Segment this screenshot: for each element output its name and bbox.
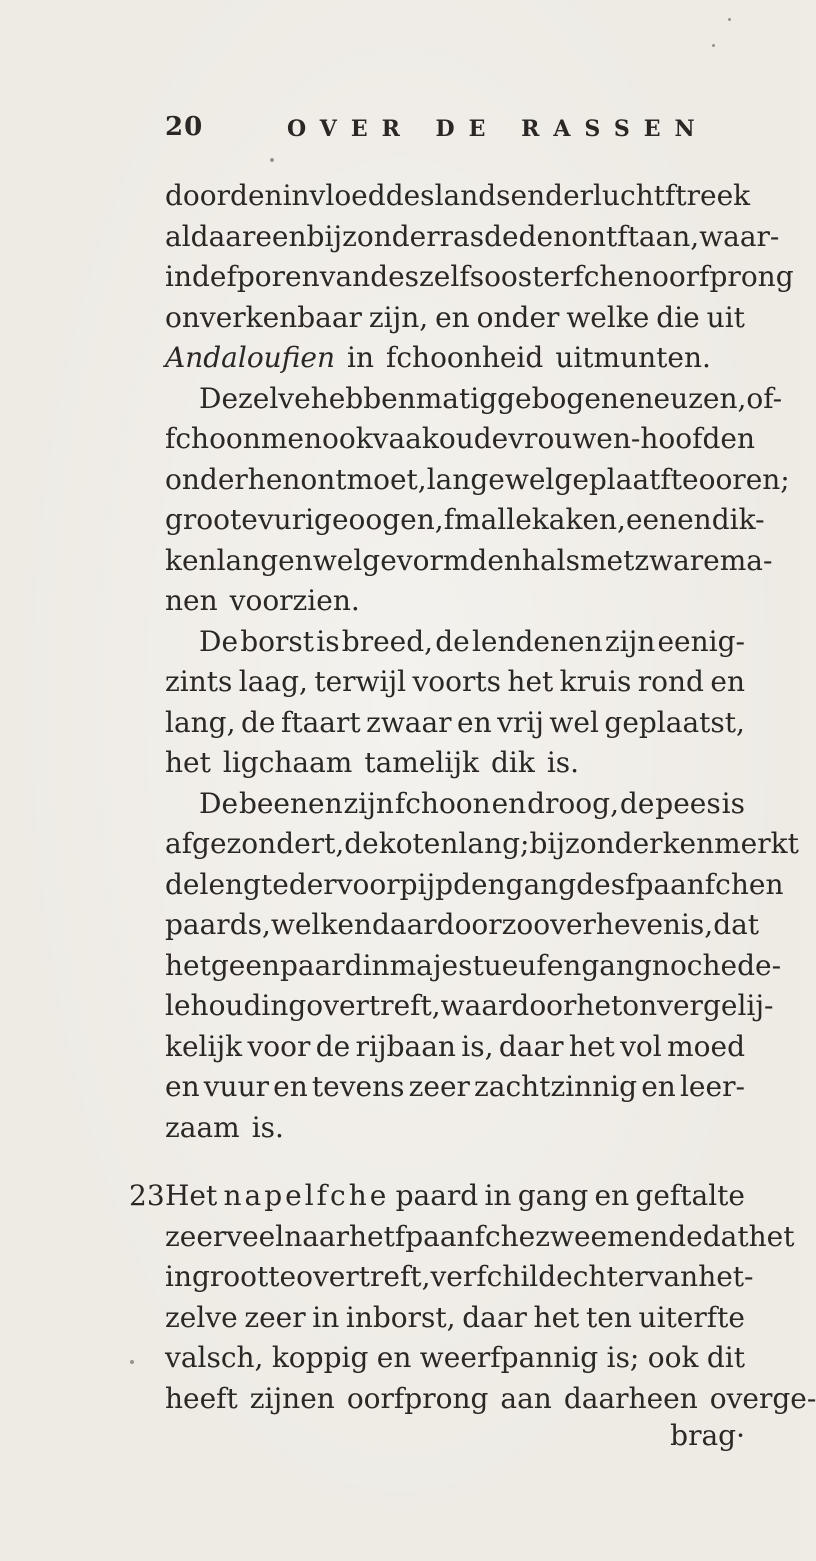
text-line: in de fporen van deszelfs oosterfchen oorfprong <box>165 260 794 293</box>
text-line: zelve zeer in inborst, daar het ten uiterfte <box>165 1300 745 1334</box>
text-line: nen voorzien. <box>165 584 360 617</box>
text-line: en vuur en tevens zeer zachtzinnig en leer- <box>165 1070 745 1103</box>
text-line: kelijk voor de rijbaan is, daar het vol moed <box>165 1029 745 1063</box>
text-line: het ligchaam tamelijk dik is. <box>165 746 580 779</box>
text-line: de lengte der voorpijp den gang des fpaanfchen <box>165 867 784 901</box>
text-line: onverkenbaar zijn, en onder welke die uit <box>165 300 745 334</box>
text-line: De beenen zijn fchoon en droog, de pees is <box>199 786 745 820</box>
page-number: 20 <box>165 112 204 142</box>
text-line: valsch, koppig en weerfpannig is; ook dit <box>165 1341 745 1374</box>
text-line: ken langen welgevormden hals met zware ma- <box>165 543 773 577</box>
catchword: brag· <box>670 1419 745 1452</box>
text-line: heeft zijnen oorfprong aan daarheen overge- <box>165 1381 816 1415</box>
text-line: paards, welken daardoor zoo verheven is, dat <box>165 908 760 941</box>
paper-speck <box>130 1360 134 1364</box>
text-line: fchoon men ook vaak oude vrouwen-hoofden <box>165 422 755 455</box>
section-number: 23 <box>129 1179 165 1212</box>
paper-speck <box>728 18 731 21</box>
text-line: in grootte overtreft, verfchild echter van het- <box>165 1260 754 1293</box>
text-line: door den invloed des lands en der luchtftreek <box>165 179 751 212</box>
text-line: zaam is. <box>165 1110 284 1144</box>
text-line: groote vurige oogen, fmalle kaken, eenen dik- <box>165 503 765 536</box>
text-line: zeer veel naar het fpaanfche zweemende dat het <box>165 1219 795 1253</box>
text-line: 23 Het napelfche paard in gang en geftalte <box>165 1176 745 1217</box>
text-line: aldaar een bijzonder ras deden ontftaan, waar- <box>165 219 780 253</box>
text-line: afgezondert, de koten lang; bijzonder kenmerkt <box>165 827 799 860</box>
text-line: Andaloufien in fchoonheid uitmunten. <box>165 341 711 374</box>
text-line: le houding overtreft, waardoor het onvergelij- <box>165 989 774 1022</box>
section-gap <box>165 1148 745 1176</box>
running-title: OVER DE RASSEN <box>287 116 709 142</box>
text-line: het geen paard in majestueufen gang noch ede- <box>165 948 782 982</box>
body-text <box>129 176 816 1459</box>
text-line: lang, de ftaart zwaar en vrij wel geplaatst, <box>165 705 745 739</box>
page-header <box>165 112 765 152</box>
text-line: onder hen ontmoet, lange wel geplaatfte ooren; <box>165 462 790 496</box>
text-line: Dezelve hebben matig gebogene neuzen, of- <box>199 381 783 415</box>
text-line: zints laag, terwijl voorts het kruis rond en <box>165 665 745 698</box>
paper-speck <box>270 158 274 162</box>
paper-speck <box>712 44 715 47</box>
text-line: De borst is breed, de lendenen zijn eenig- <box>199 624 745 658</box>
